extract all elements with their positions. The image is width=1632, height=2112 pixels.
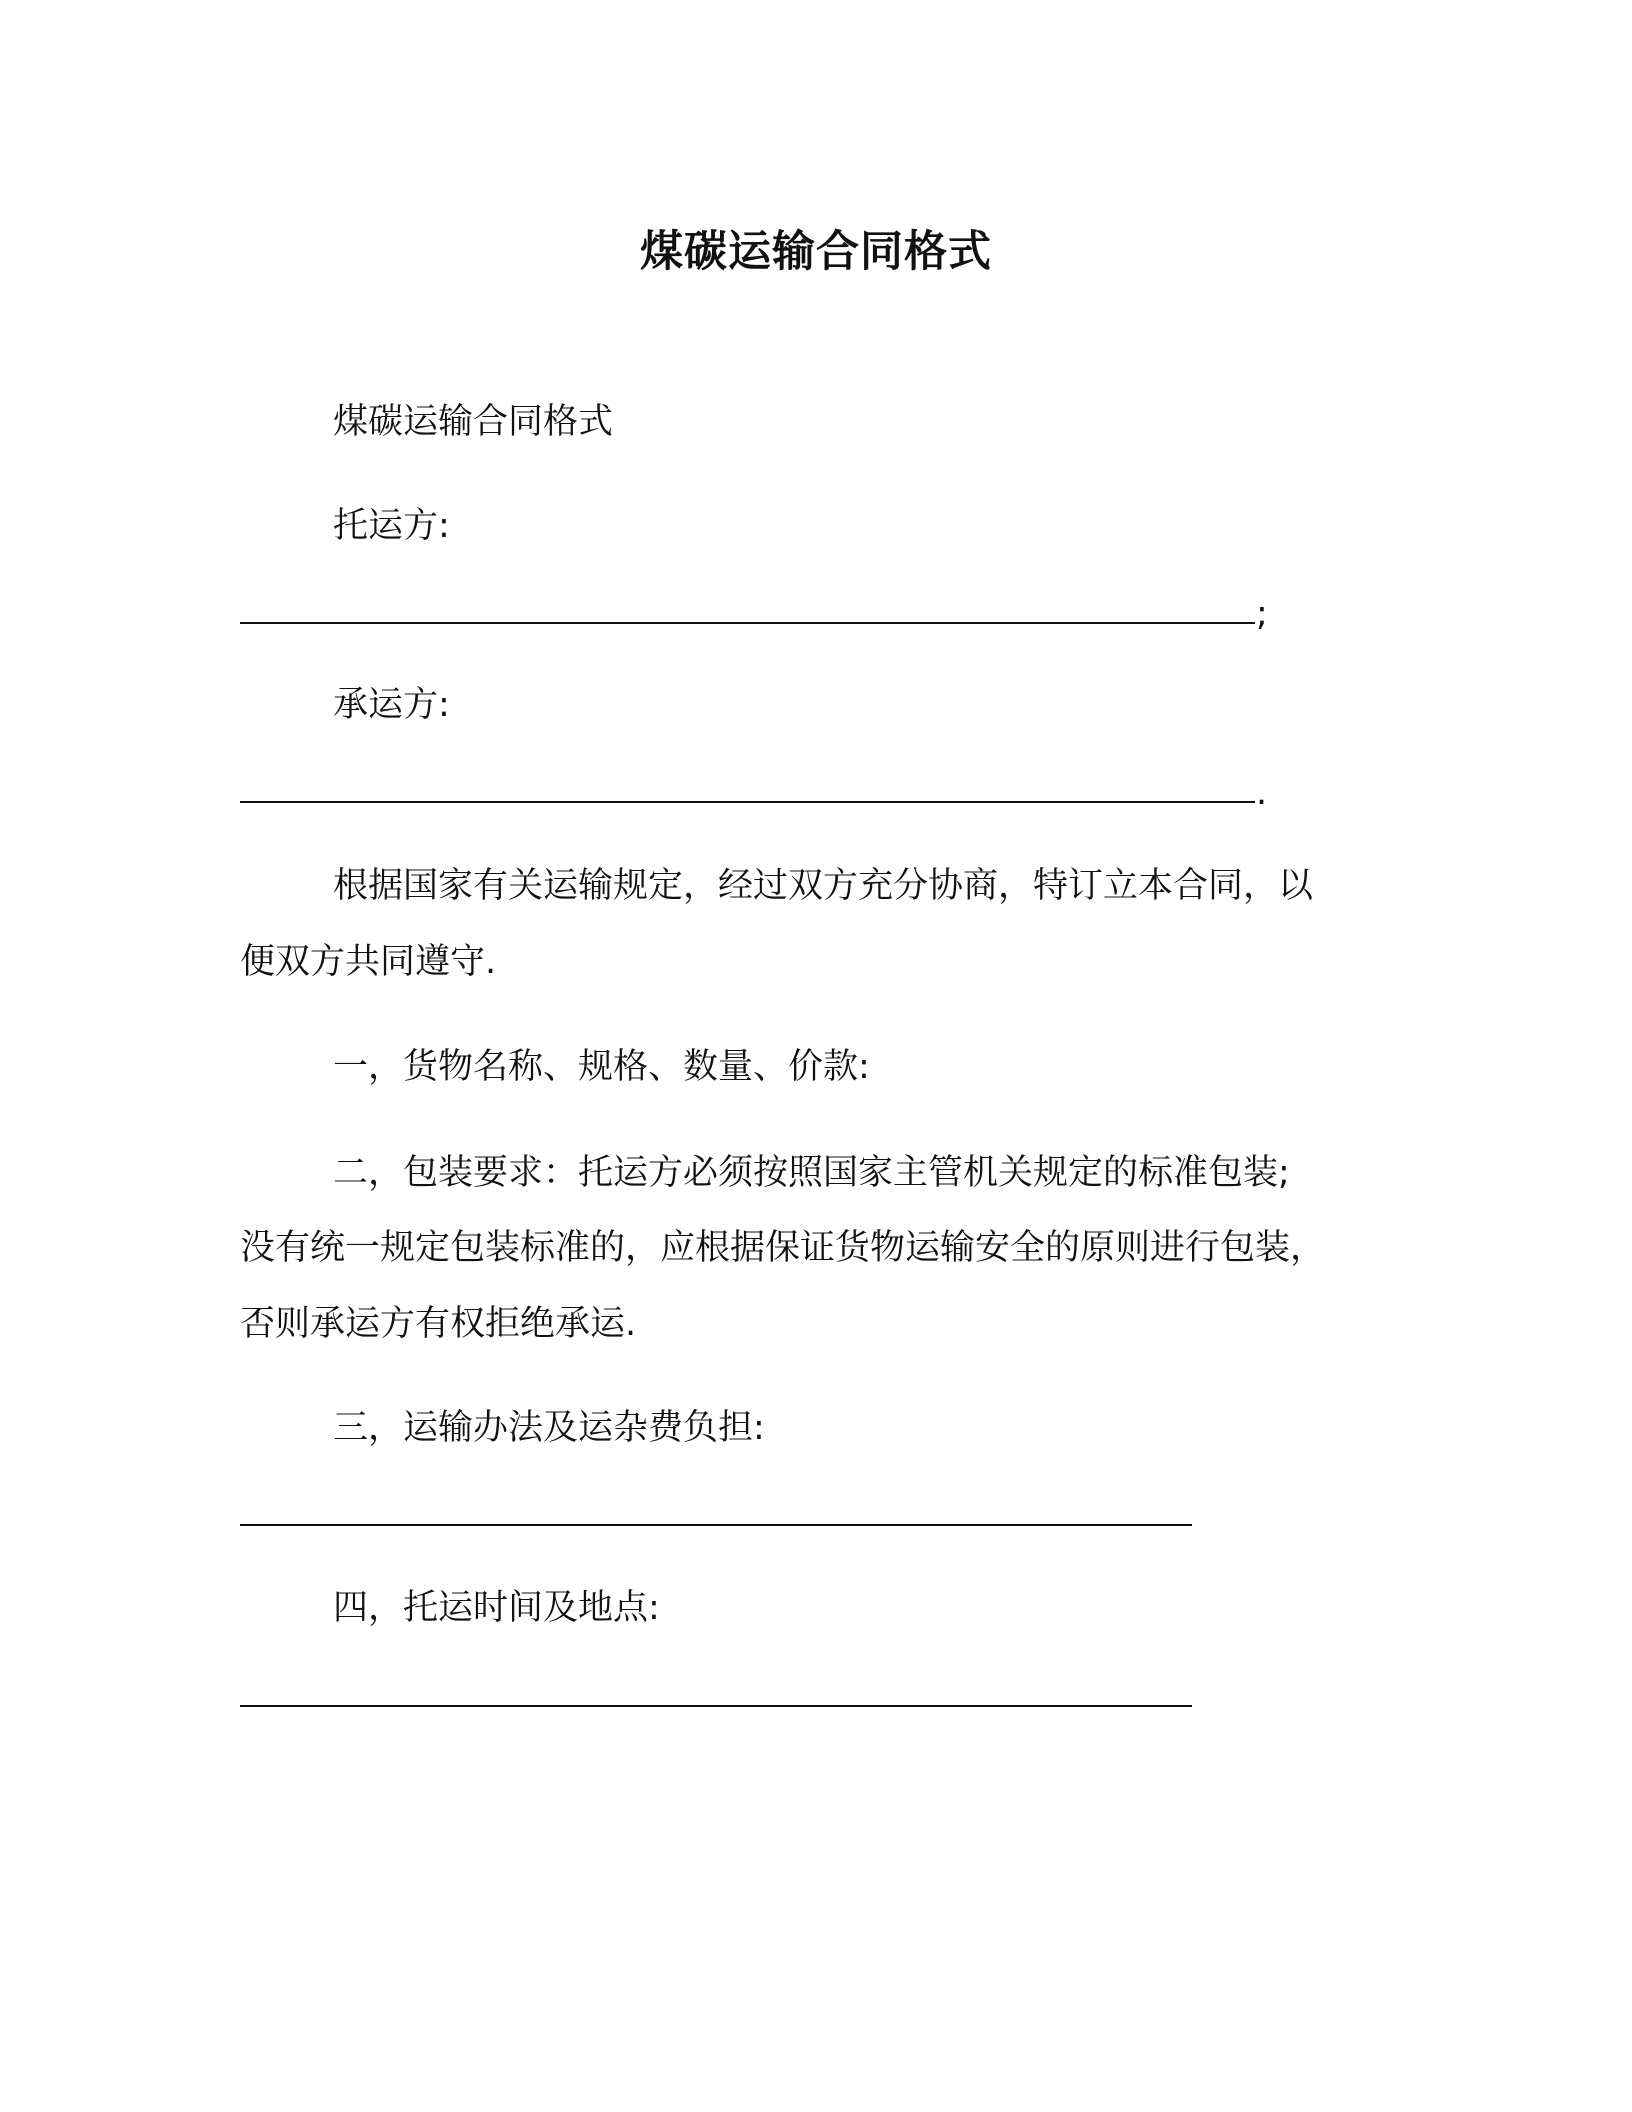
clause-4: 四，托运时间及地点:	[333, 1588, 660, 1628]
carrier-blank-line	[240, 801, 1255, 803]
clause-2-line-2: 没有统一规定包装标准的，应根据保证货物运输安全的原则进行包装，	[240, 1228, 1326, 1268]
document-title: 煤碳运输合同格式	[640, 227, 992, 277]
carrier-label: 承运方:	[333, 685, 450, 725]
carrier-blank-end: .	[1256, 773, 1268, 813]
clause-4-blank-line	[240, 1705, 1192, 1707]
intro-paragraph-line-1: 根据国家有关运输规定，经过双方充分协商，特订立本合同，以	[333, 866, 1314, 906]
clause-3-blank-line	[240, 1524, 1192, 1526]
intro-paragraph-line-2: 便双方共同遵守.	[240, 942, 497, 982]
shipper-label: 托运方:	[333, 506, 450, 546]
shipper-blank-end: ;	[1256, 594, 1268, 634]
clause-2-line-3: 否则承运方有权拒绝承运.	[240, 1304, 637, 1344]
clause-2-line-1: 二，包装要求：托运方必须按照国家主管机关规定的标准包装;	[333, 1153, 1290, 1193]
clause-1: 一，货物名称、规格、数量、价款:	[333, 1047, 870, 1087]
shipper-blank-line	[240, 622, 1255, 624]
document-subtitle: 煤碳运输合同格式	[333, 402, 614, 442]
clause-3: 三，运输办法及运杂费负担:	[333, 1408, 765, 1448]
